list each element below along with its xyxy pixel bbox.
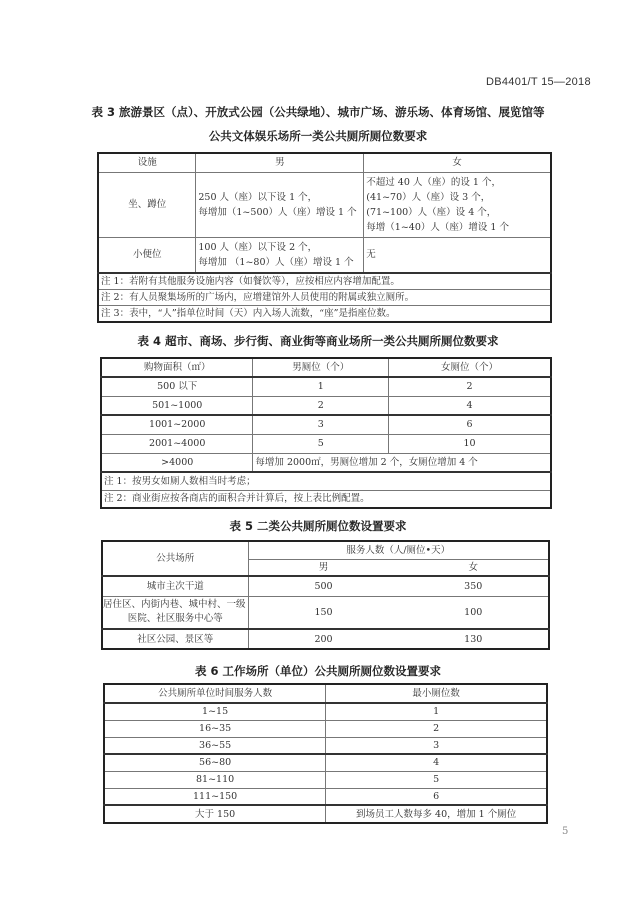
table4-header-area: 购物面积（㎡） <box>101 358 253 377</box>
table3-header-facility: 设施 <box>98 153 196 172</box>
table4 <box>100 357 552 509</box>
area-cell: 501~1000 <box>101 396 253 415</box>
table-row <box>104 788 547 805</box>
table-row <box>104 720 547 737</box>
facility-cell: 小便位 <box>98 237 196 273</box>
rule-line: 250 人（座）以下设 1 个， <box>198 191 318 203</box>
min-stalls-cell: 2 <box>326 720 547 737</box>
people-range-cell: 大于 150 <box>104 805 326 823</box>
table-row <box>104 771 547 788</box>
female-count-cell: 2 <box>389 377 551 396</box>
increment-rule-cell: 每增加 2000㎡，男厕位增加 2 个，女厕位增加 4 个 <box>253 453 551 472</box>
female-count-cell: 4 <box>389 396 551 415</box>
min-stalls-cell: 1 <box>326 703 547 720</box>
min-stalls-cell: 6 <box>326 788 547 805</box>
table-row <box>101 377 551 396</box>
female-count-cell: 100 <box>399 596 550 629</box>
area-cell: 500 以下 <box>101 377 253 396</box>
male-count-cell: 500 <box>248 576 398 596</box>
male-count-cell: 200 <box>248 629 398 649</box>
table5 <box>101 540 550 650</box>
place-line: 医院、社区服务中心等 <box>127 613 223 625</box>
rule-line: 不超过 40 人（座）的设 1 个， <box>366 176 501 188</box>
female-count-cell: 6 <box>389 415 551 434</box>
place-cell <box>102 596 248 629</box>
rule-line: 100 人（座）以下设 2 个， <box>198 241 318 253</box>
people-range-cell: 81~110 <box>104 771 326 788</box>
table-row <box>98 172 551 237</box>
table-row <box>102 576 549 596</box>
table4-title: 表 4 超市、商场、步行街、商业街等商业场所一类公共厕所厕位数要求 <box>137 334 499 348</box>
female-count-cell: 10 <box>389 434 551 453</box>
min-stalls-cell: 到场员工人数每多 40，增加 1 个厕位 <box>326 805 547 823</box>
people-range-cell: 56~80 <box>104 754 326 771</box>
table-row <box>101 453 551 472</box>
male-count-cell: 1 <box>253 377 389 396</box>
female-count-cell: 350 <box>399 576 550 596</box>
table-row <box>102 596 549 629</box>
table5-header-female: 女 <box>399 559 550 576</box>
female-count-cell: 130 <box>399 629 550 649</box>
table-row <box>101 396 551 415</box>
table3-header-female: 女 <box>364 153 551 172</box>
min-stalls-cell: 5 <box>326 771 547 788</box>
table-row <box>102 629 549 649</box>
min-stalls-cell: 3 <box>326 737 547 754</box>
people-range-cell: 111~150 <box>104 788 326 805</box>
table-row <box>101 415 551 434</box>
table4-header-female: 女厕位（个） <box>389 358 551 377</box>
male-count-cell: 2 <box>253 396 389 415</box>
table6 <box>103 683 548 824</box>
rule-line: (41~70）人（座）设 3 个， <box>366 191 491 203</box>
table4-note-2: 注 2：商业街应按各商店的面积合并计算后，按上表比例配置。 <box>101 490 551 508</box>
min-stalls-cell: 4 <box>326 754 547 771</box>
rule-line: 每增加（1~500）人（座）增设 1 个 <box>198 206 357 218</box>
area-cell: 1001~2000 <box>101 415 253 434</box>
page-number: 5 <box>562 826 569 837</box>
place-line: 居住区、内街内巷、城中村、一级 <box>103 599 246 611</box>
table-row <box>104 703 547 720</box>
table3-title-line2: 公共文体娱乐场所一类公共厕所厕位数要求 <box>208 129 428 143</box>
table3-note-2: 注 2：有人员聚集场所的广场内，应增建馆外人员使用的附属或独立厕所。 <box>98 290 551 306</box>
male-rule-cell <box>196 172 364 237</box>
table5-header-male: 男 <box>248 559 398 576</box>
table-row <box>104 805 547 823</box>
table3-header-male: 男 <box>196 153 364 172</box>
table6-title: 表 6 工作场所（单位）公共厕所厕位数设置要求 <box>194 664 441 678</box>
place-cell: 社区公园、景区等 <box>102 629 248 649</box>
rule-line: (71~100）人（座）设 4 个， <box>366 206 497 218</box>
people-range-cell: 16~35 <box>104 720 326 737</box>
facility-cell: 坐、蹲位 <box>98 172 196 237</box>
male-count-cell: 3 <box>253 415 389 434</box>
document-id: DB4401/T 15—2018 <box>486 76 591 88</box>
people-range-cell: 1~15 <box>104 703 326 720</box>
table-row <box>104 737 547 754</box>
table3-title-line1: 表 3 旅游景区（点）、开放式公园（公共绿地）、城市广场、游乐场、体育场馆、展览馆等 <box>91 105 545 119</box>
table4-note-1: 注 1：按男女如厕人数相当时考虑； <box>101 472 551 490</box>
female-rule-cell <box>364 172 551 237</box>
male-count-cell: 5 <box>253 434 389 453</box>
table5-header-place: 公共场所 <box>102 541 248 576</box>
table-row <box>104 754 547 771</box>
table3-note-3: 注 3：表中，“人”指单位时间（天）内入场人流数，“座”是指座位数。 <box>98 306 551 323</box>
table6-header-people: 公共厕所单位时间服务人数 <box>104 684 326 703</box>
table-row <box>101 434 551 453</box>
male-count-cell: 150 <box>248 596 398 629</box>
area-cell: 2001~4000 <box>101 434 253 453</box>
people-range-cell: 36~55 <box>104 737 326 754</box>
female-rule-cell: 无 <box>364 237 551 273</box>
male-rule-cell <box>196 237 364 273</box>
table3 <box>97 152 552 323</box>
table3-note-1: 注 1：若附有其他服务设施内容（如餐饮等），应按相应内容增加配置。 <box>98 273 551 290</box>
place-cell: 城市主次干道 <box>102 576 248 596</box>
rule-line: 每增加 （1~80）人（座）增设 1 个 <box>198 256 354 268</box>
table6-header-min-stalls: 最小厕位数 <box>326 684 547 703</box>
table5-title: 表 5 二类公共厕所厕位数设置要求 <box>229 519 407 533</box>
area-cell: >4000 <box>101 453 253 472</box>
rule-line: 每增（1~40）人（座）增设 1 个 <box>366 221 509 233</box>
table-row <box>98 237 551 273</box>
table4-header-male: 男厕位（个） <box>253 358 389 377</box>
table5-header-group: 服务人数（人/厕位•天） <box>248 541 549 559</box>
